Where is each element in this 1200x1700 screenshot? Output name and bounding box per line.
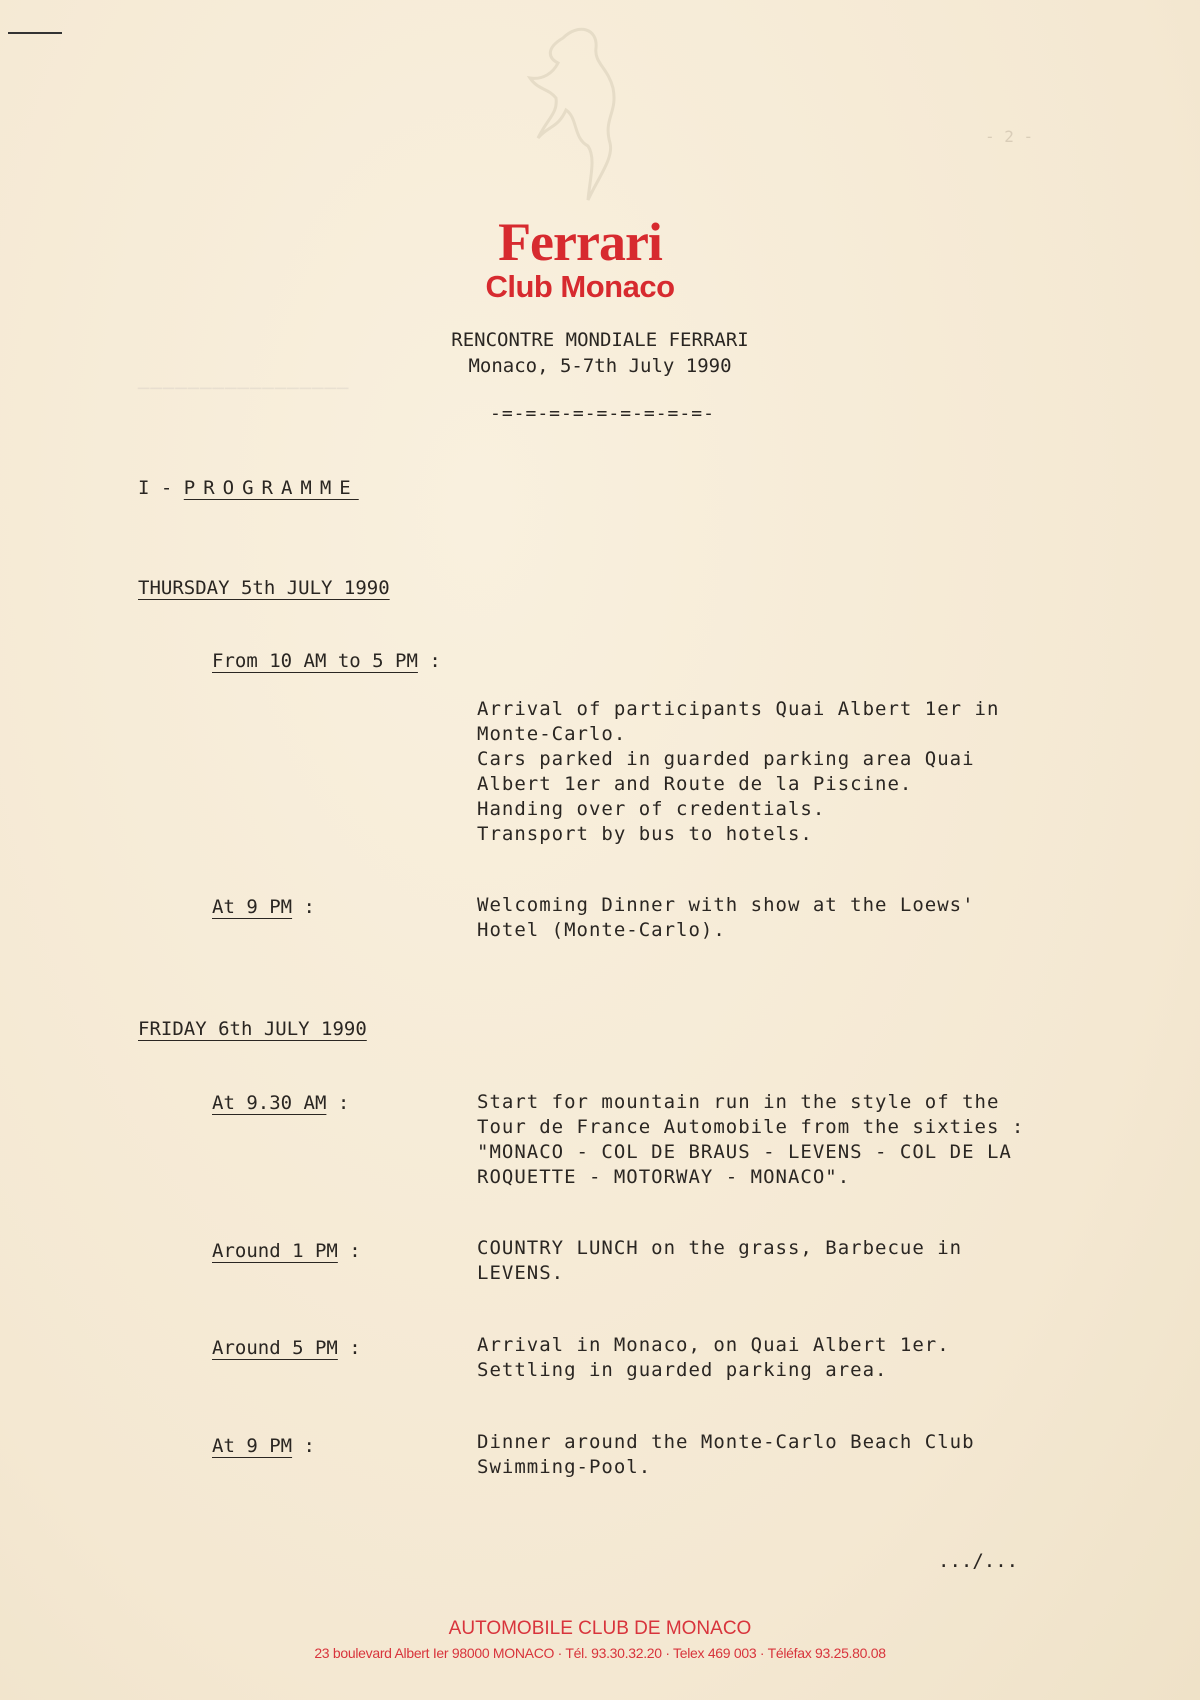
time-label: At 9 PM [212,896,293,918]
event-description: Arrival in Monaco, on Quai Albert 1er. Settling in guarded parking area. [477,1334,950,1381]
continuation-marker: .../... [938,1550,1019,1572]
logo-ferrari-wordmark: Ferrari [498,212,662,272]
section-title: PROGRAMME [183,477,359,499]
ferrari-club-monaco-logo [430,212,730,305]
time-label: At 9.30 AM [212,1092,327,1114]
time-slot: Around 1 PM : [212,1240,361,1262]
day-heading-friday: FRIDAY 6th JULY 1990 [138,1018,367,1040]
section-number: I - [138,477,173,499]
time-label: Around 1 PM [212,1240,338,1262]
day-heading-thursday: THURSDAY 5th JULY 1990 [138,577,390,599]
footer-address: 23 boulevard Albert Ier 98000 MONACO · Tél. 93.30.32.20 · Telex 469 003 · Téléfax 93.25.80.08 [314,1645,886,1661]
event-dates: Monaco, 5-7th July 1990 [468,355,732,377]
prancing-horse-emboss-icon [518,18,653,208]
page-number: - 2 - [985,127,1034,146]
corner-mark [8,32,62,34]
time-label: Around 5 PM [212,1337,338,1359]
event-description: Welcoming Dinner with show at the Loews' Hotel (Monte-Carlo). [477,894,975,941]
bleed-through-text: ───────────────── [138,378,350,400]
event-description: COUNTRY LUNCH on the grass, Barbecue in LEVENS. [477,1237,963,1284]
event-description: Arrival of participants Quai Albert 1er in Monte-Carlo. Cars parked in guarded parking area Quai Albert 1er and Route de la Piscine. Handing over of credentials. Transport by bus to hotels. [477,698,1000,845]
footer-organization: AUTOMOBILE CLUB DE MONACO [448,1618,752,1639]
time-slot: At 9 PM : [212,896,315,918]
time-label: At 9 PM [212,1435,293,1457]
separator-line: -=-=-=-=-=-=-=-=-=- [490,403,715,424]
time-slot: Around 5 PM : [212,1337,361,1359]
event-title: RENCONTRE MONDIALE FERRARI [451,329,749,351]
event-description: Dinner around the Monte-Carlo Beach Club Swimming-Pool. [477,1431,975,1478]
event-description: Start for mountain run in the style of the Tour de France Automobile from the sixties : "MONACO - COL DE BRAUS - LEVENS - COL DE LA ROQUETTE - MOTORWAY - MONACO". [477,1091,1025,1188]
time-label: From 10 AM to 5 PM [212,650,418,672]
section-heading [138,477,359,499]
time-slot: At 9 PM : [212,1435,315,1457]
logo-club-monaco: Club Monaco [485,269,675,304]
time-slot: At 9.30 AM : [212,1092,350,1114]
time-slot: From 10 AM to 5 PM : [212,650,441,672]
